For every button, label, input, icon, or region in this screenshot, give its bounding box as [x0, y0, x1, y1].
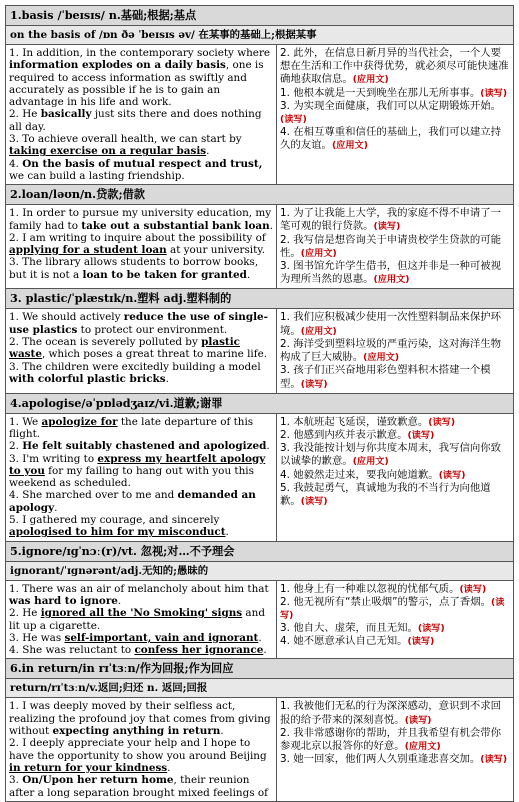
sentence-text: 2. 他无视所有“禁止吸烟”的警示，点了香烟。 — [280, 595, 492, 608]
sentence-text: . — [266, 440, 270, 453]
example-sentence — [280, 260, 510, 286]
key-phrase: taking exercise on a regular basis — [9, 145, 207, 158]
vocab-section — [5, 541, 514, 659]
sentence-text: the late departure of this flight. — [9, 415, 254, 440]
english-examples — [6, 414, 277, 541]
example-sentence — [9, 440, 273, 452]
sentence-text: , one is required to access information as swiftly and accurately as possible if he is to gain an advantage in his life and work. — [9, 59, 264, 109]
sentence-text: 4. 在相互尊重和信任的基础上，我们可以建立持久的友谊。 — [280, 126, 502, 152]
sentence-text: 2. I deeply appreciate your help and I hope to have the opportunity to show you around Beijing — [9, 737, 267, 762]
sentence-text: 1. There was an air of melancholy about him that — [9, 582, 269, 595]
example-sentence — [280, 442, 510, 468]
key-phrase: apologised to him for my misconduct — [9, 526, 226, 539]
key-phrase: reduce the use of single-use plastics — [9, 311, 268, 336]
example-sentence — [280, 753, 510, 766]
example-sentence — [280, 622, 510, 635]
vocab-section — [5, 658, 514, 801]
key-phrase: applying for a student loan — [9, 244, 167, 257]
sentence-text: 4. She marched over to me and — [9, 489, 178, 502]
key-phrase: expecting anything in return — [52, 725, 221, 738]
sentence-text: 3. The library allows students to borrow books, but it is not a — [9, 256, 259, 281]
sentence-text: 1. 本航班起飞延误，谨致歉意。 — [280, 415, 429, 428]
example-sentence — [9, 700, 273, 737]
sentence-text: . — [165, 372, 169, 385]
example-sentence — [280, 429, 510, 442]
sentence-text: . — [258, 631, 262, 644]
source-tag: (应用文) — [352, 456, 389, 468]
example-sentence — [9, 207, 273, 232]
source-tag: (读写) — [280, 114, 307, 126]
key-phrase: ignored all the 'No Smoking' signs — [40, 607, 243, 620]
source-tag: (应用文) — [331, 140, 368, 152]
sentence-text: 3. — [9, 774, 23, 787]
source-tag: (读写) — [428, 416, 456, 428]
sentence-text: 3. To achieve overall health, we can start by — [9, 133, 242, 146]
section-header: 4.apologise/əˈpɒlədʒaɪz/vi.道歉;谢罪 — [5, 393, 514, 413]
example-table — [5, 44, 514, 184]
sentence-text: and lit up a cigarette. — [9, 607, 265, 632]
key-phrase: basically — [40, 108, 92, 121]
sentence-text: 2. 此外，在信息日新月异的当代社会，一个人要想在生活和工作中获得优势，就必须尽可能快速准确地获取信息。 — [280, 47, 509, 86]
example-table — [5, 308, 514, 392]
example-table — [5, 413, 514, 541]
sentence-text: 3. 图书馆允许学生借书，但这并非是一种可被视为理所当然的恩惠。 — [280, 260, 502, 286]
source-tag: (应用文) — [404, 741, 441, 753]
sentence-text: . — [269, 219, 274, 232]
english-examples — [6, 698, 277, 800]
key-phrase: confess her ignorance — [134, 644, 264, 657]
example-sentence — [9, 47, 273, 108]
chinese-translations — [277, 309, 513, 392]
sentence-text: 4. She was reluctant to — [9, 644, 135, 657]
sentence-text: just sits there and does nothing all day. — [9, 108, 262, 133]
sentence-text: 4. 她不愿意承认自己无知。 — [280, 635, 408, 648]
source-tag: (应用文) — [363, 352, 400, 364]
key-phrase: plastic waste — [9, 336, 241, 361]
example-sentence — [9, 453, 273, 490]
sentence-text: 2. 我非常感谢你的帮助，并且我希望有机会带你参观北京以报答你的好意。 — [280, 726, 502, 753]
vocab-section — [5, 184, 514, 288]
key-phrase: He felt suitably chastened and apologized — [22, 440, 267, 453]
source-tag: (读写) — [280, 596, 505, 622]
source-tag: (读写) — [407, 429, 435, 441]
vocabulary-sheet — [5, 5, 514, 802]
chinese-translations — [277, 414, 513, 541]
sentence-text: 2. 他感到内疚并表示歉意。 — [280, 428, 408, 441]
example-sentence — [280, 207, 510, 233]
sentence-text: 5. 我鼓起勇气，真诚地为我的不当行为向他道歉。 — [280, 481, 491, 507]
english-examples — [6, 45, 277, 184]
sentence-text: . — [225, 526, 229, 539]
example-sentence — [9, 489, 273, 514]
chinese-translations — [277, 205, 513, 288]
sentence-text: , which poses a great threat to marine life. — [41, 348, 268, 361]
sentence-text: for my failing to hang out with you this weekend as scheduled. — [9, 464, 254, 490]
sentence-text: 1. 为了让我能上大学，我的家庭不得不申请了一笔可观的银行贷款。 — [280, 207, 502, 233]
section-subheader: return/rɪˈtɜːn/v.返回;归还 n. 返回;回报 — [5, 678, 514, 697]
example-sentence — [280, 482, 510, 508]
example-sentence — [9, 232, 273, 257]
english-examples — [6, 309, 277, 392]
sentence-text: 3. 他自大、虚荣，而且无知。 — [280, 622, 418, 635]
sentence-text: 1. We should actively — [9, 311, 124, 324]
sentence-text: 1. 他根本就是一天到晚坐在那儿无所事事。 — [280, 86, 481, 99]
sentence-text: 1. In addition, in the contemporary society where — [9, 47, 271, 59]
example-sentence — [280, 583, 510, 596]
sentence-text: 1. 他身上有一种难以忽视的忧郁气质。 — [280, 582, 460, 595]
example-table — [5, 204, 514, 288]
example-sentence — [280, 234, 510, 260]
sentence-text: we can build a lasting friendship. — [9, 169, 185, 182]
sentence-text: 3. 孩子们正兴奋地用彩色塑料积木搭建一个模型。 — [280, 364, 491, 390]
example-sentence — [9, 336, 273, 361]
source-tag: (读写) — [300, 378, 328, 390]
example-sentence — [280, 727, 510, 753]
example-sentence — [280, 338, 510, 364]
sentence-text: . — [246, 268, 251, 281]
example-sentence — [280, 100, 510, 126]
sentence-text: 4. — [9, 157, 23, 170]
sentence-text: 2. — [9, 440, 23, 453]
key-phrase: self-important, vain and ignorant — [64, 631, 259, 644]
sentence-text: . — [54, 501, 58, 514]
vocab-section — [5, 288, 514, 392]
sentence-text: 1. 我们应积极减少使用一次性塑料制品来保护环境。 — [280, 311, 502, 337]
sentence-text: 2. I am writing to inquire about the possibility of — [9, 231, 266, 244]
sentence-text: 2. 我写信是想咨询关于申请贵校学生贷款的可能性。 — [280, 233, 502, 259]
key-phrase: demanded an apology — [9, 489, 256, 514]
example-sentence — [280, 87, 510, 100]
example-sentence — [9, 607, 273, 632]
example-sentence — [9, 583, 273, 608]
key-phrase: information explodes on a daily basis — [9, 59, 226, 72]
sentence-text: 2. He — [9, 108, 41, 121]
example-sentence — [9, 632, 273, 644]
sentence-text: . — [117, 594, 122, 607]
sentence-text: 1. I was deeply moved by their selfless act, realizing the profound joy that comes from giving without — [9, 700, 271, 738]
key-phrase: take out a substantial bank loan — [81, 219, 270, 232]
sentence-text: 1. 我被他们无私的行为深深感动，意识到不求回报的给予带来的深刻喜悦。 — [280, 700, 502, 726]
sentence-text: 5. I gathered my courage, and sincerely — [9, 514, 220, 527]
source-tag: (应用文) — [373, 274, 410, 286]
sentence-text: 1. We — [9, 415, 42, 428]
example-sentence — [280, 311, 510, 337]
source-tag: (读写) — [407, 636, 435, 648]
example-sentence — [9, 256, 273, 281]
sentence-text: . — [263, 644, 267, 657]
source-tag: (读写) — [459, 583, 487, 595]
example-table — [5, 580, 514, 659]
example-sentence — [280, 47, 510, 87]
english-examples — [6, 205, 277, 288]
example-sentence — [280, 635, 510, 648]
chinese-translations — [277, 581, 513, 659]
sentence-text: 3. The children were excitedly building a model — [9, 360, 261, 373]
section-subheader: ignorant/ˈɪgnərənt/adj.无知的;愚昧的 — [5, 561, 514, 580]
example-sentence — [9, 361, 273, 386]
key-phrase: On/Upon her return home — [22, 774, 174, 787]
sentence-text: . — [220, 725, 224, 738]
example-sentence — [9, 774, 273, 799]
sentence-text: to protect our environment. — [77, 323, 228, 336]
sentence-text: 3. 为实现全面健康，我们可以从定期锻炼开始。 — [280, 99, 502, 112]
key-phrase: was hard to ignore — [9, 594, 118, 607]
sentence-text: 3. I'm writing to — [9, 452, 98, 465]
source-tag: (读写) — [438, 469, 466, 481]
sentence-text: at your university. — [166, 244, 266, 257]
section-header: 1.basis /ˈbeɪsɪs/ n.基础;根据;基点 — [5, 5, 514, 25]
source-tag: (读写) — [417, 623, 445, 635]
example-sentence — [9, 737, 273, 774]
example-sentence — [280, 700, 510, 726]
source-tag: (读写) — [373, 221, 401, 233]
source-tag: (读写) — [480, 754, 508, 766]
example-sentence — [9, 108, 273, 133]
vocab-section — [5, 5, 514, 184]
example-sentence — [9, 158, 273, 183]
example-table — [5, 697, 514, 801]
chinese-translations — [277, 698, 513, 800]
source-tag: (应用文) — [352, 74, 389, 86]
example-sentence — [9, 644, 273, 656]
key-phrase: apologize for — [41, 415, 118, 428]
key-phrase: with colorful plastic bricks — [9, 372, 166, 385]
example-sentence — [9, 514, 273, 539]
source-tag: (应用文) — [300, 247, 337, 259]
section-header: 3. plastic/ˈplæstɪk/n.塑料 adj.塑料制的 — [5, 288, 514, 308]
key-phrase: loan to be taken for granted — [82, 268, 247, 281]
example-sentence — [9, 311, 273, 336]
sentence-text: . — [167, 761, 171, 774]
chinese-translations — [277, 45, 513, 184]
source-tag: (应用文) — [300, 325, 337, 337]
example-sentence — [9, 416, 273, 441]
section-header: 2.loan/ləʊn/n.贷款;借款 — [5, 184, 514, 204]
section-subheader: on the basis of /ɒn ðə ˈbeɪsɪs əv/ 在某事的基础上;根据某事 — [5, 25, 514, 44]
example-sentence — [9, 133, 273, 158]
source-tag: (读写) — [480, 87, 508, 99]
sentence-text: 3. 她一回家，他们两人久别重逢悲喜交加。 — [280, 753, 481, 766]
sentence-text: 3. 我没能按计划与你共度本周末，我写信向你致以诚挚的歉意。 — [280, 442, 502, 468]
source-tag: (读写) — [404, 714, 432, 726]
section-header: 6.in return/in rɪˈtɜːn/作为回报;作为回应 — [5, 658, 514, 678]
section-header: 5.ignore/ɪgˈnɔː(r)/vt. 忽视;对…不予理会 — [5, 541, 514, 561]
sentence-text: . — [206, 145, 210, 158]
example-sentence — [280, 596, 510, 622]
example-sentence — [280, 126, 510, 152]
source-tag: (读写) — [300, 495, 328, 507]
english-examples — [6, 581, 277, 659]
sentence-text: 4. 她毅然走过来，要我向她道歉。 — [280, 468, 439, 481]
sentence-text: 2. The ocean is severely polluted by — [9, 336, 202, 349]
key-phrase: in return for your kindness — [9, 761, 168, 774]
key-phrase: On the basis of mutual respect and trust, — [22, 157, 263, 170]
sentence-text: 2. 海洋受到塑料垃圾的严重污染，这对海洋生物构成了巨大威胁。 — [280, 337, 502, 364]
example-sentence — [280, 416, 510, 429]
example-sentence — [280, 469, 510, 482]
vocab-section — [5, 393, 514, 541]
sentence-text: 1. In order to pursue my university education, my family had to — [9, 207, 272, 232]
example-sentence — [280, 364, 510, 390]
sentence-text: 2. He — [9, 607, 41, 620]
sentence-text: 3. He was — [9, 631, 65, 644]
key-phrase: express my heartfelt apology to you — [9, 452, 266, 477]
sentence-text: , their reunion after a long separation brought mixed feelings of — [9, 774, 268, 799]
